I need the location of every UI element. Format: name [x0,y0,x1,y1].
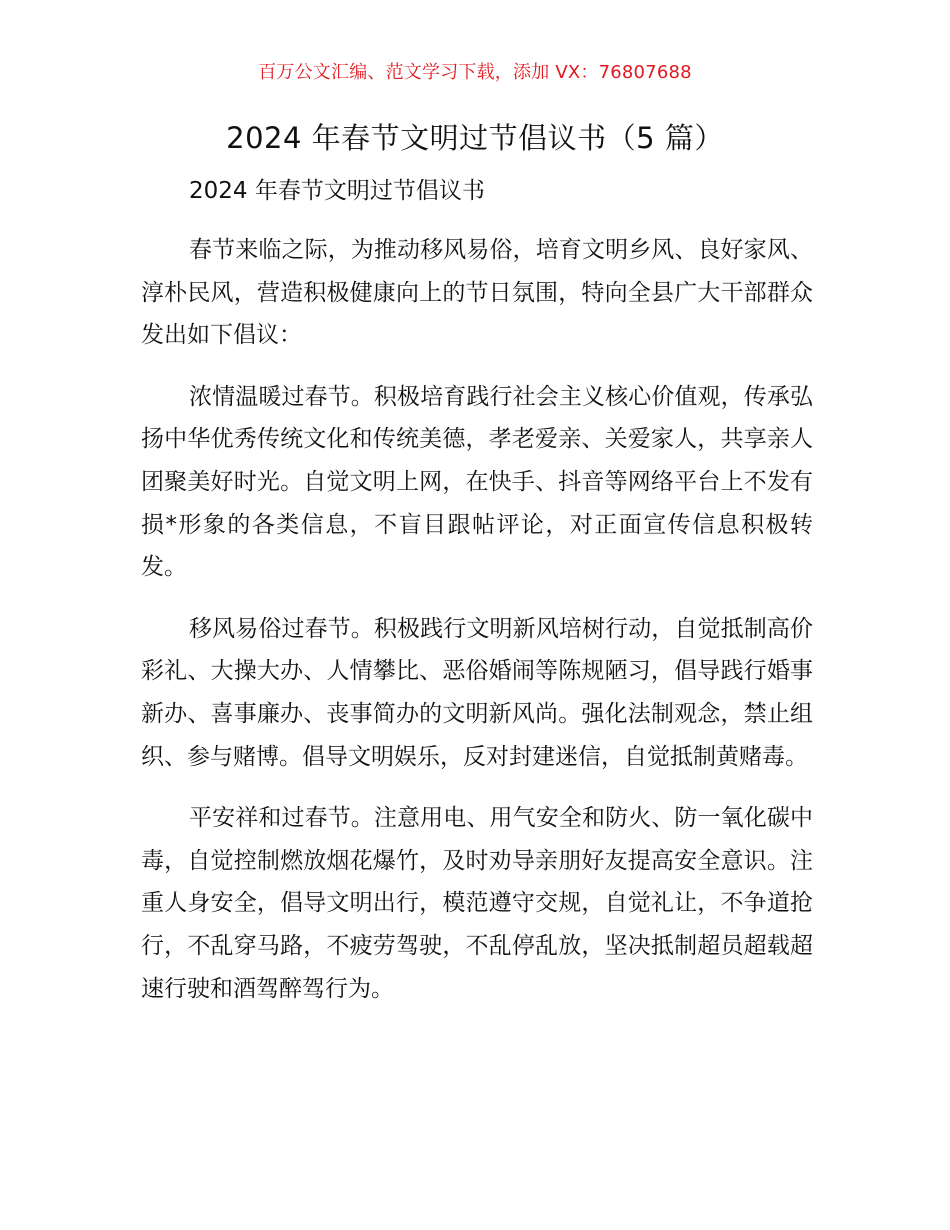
paragraph-warm-festival: 浓情温暖过春节。积极培育践行社会主义核心价值观，传承弘扬中华优秀传统文化和传统美德，孝老爱亲、关爱家人，共享亲人团聚美好时光。自觉文明上网，在快手、抖音等网络平台上不发有损*形象的各类信息，不盲目跟帖评论，对正面宣传信息积极转发。 [141,383,813,581]
paragraph-intro: 春节来临之际，为推动移风易俗，培育文明乡风、良好家风、淳朴民风，营造积极健康向上的节日氛围，特向全县广大干部群众发出如下倡议： [141,237,813,349]
document-subtitle: 2024 年春节文明过节倡议书 [189,178,485,204]
paragraph-safe-festival: 平安祥和过春节。注意用电、用气安全和防火、防一氧化碳中毒，自觉控制燃放烟花爆竹，及时劝导亲朋好友提高安全意识。注重人身安全，倡导文明出行，模范遵守交规，自觉礼让，不争道抢行，不乱穿马路，不疲劳驾驶，不乱停乱放，坚决抵制超员超载超速行驶和酒驾醉驾行为。 [141,805,813,1002]
header-banner: 百万公文汇编、范文学习下载，添加 VX：76807688 [258,62,692,83]
paragraph-customs-reform: 移风易俗过春节。积极践行文明新风培树行动，自觉抵制高价彩礼、大操大办、人情攀比、恶俗婚闹等陈规陋习，倡导践行婚事新办、喜事廉办、丧事简办的文明新风尚。强化法制观念，禁止组织、参与赌博。倡导文明娱乐，反对封建迷信，自觉抵制黄赌毒。 [141,615,813,770]
document-title: 2024 年春节文明过节倡议书（5 篇） [226,121,724,155]
document-body [141,172,813,1010]
